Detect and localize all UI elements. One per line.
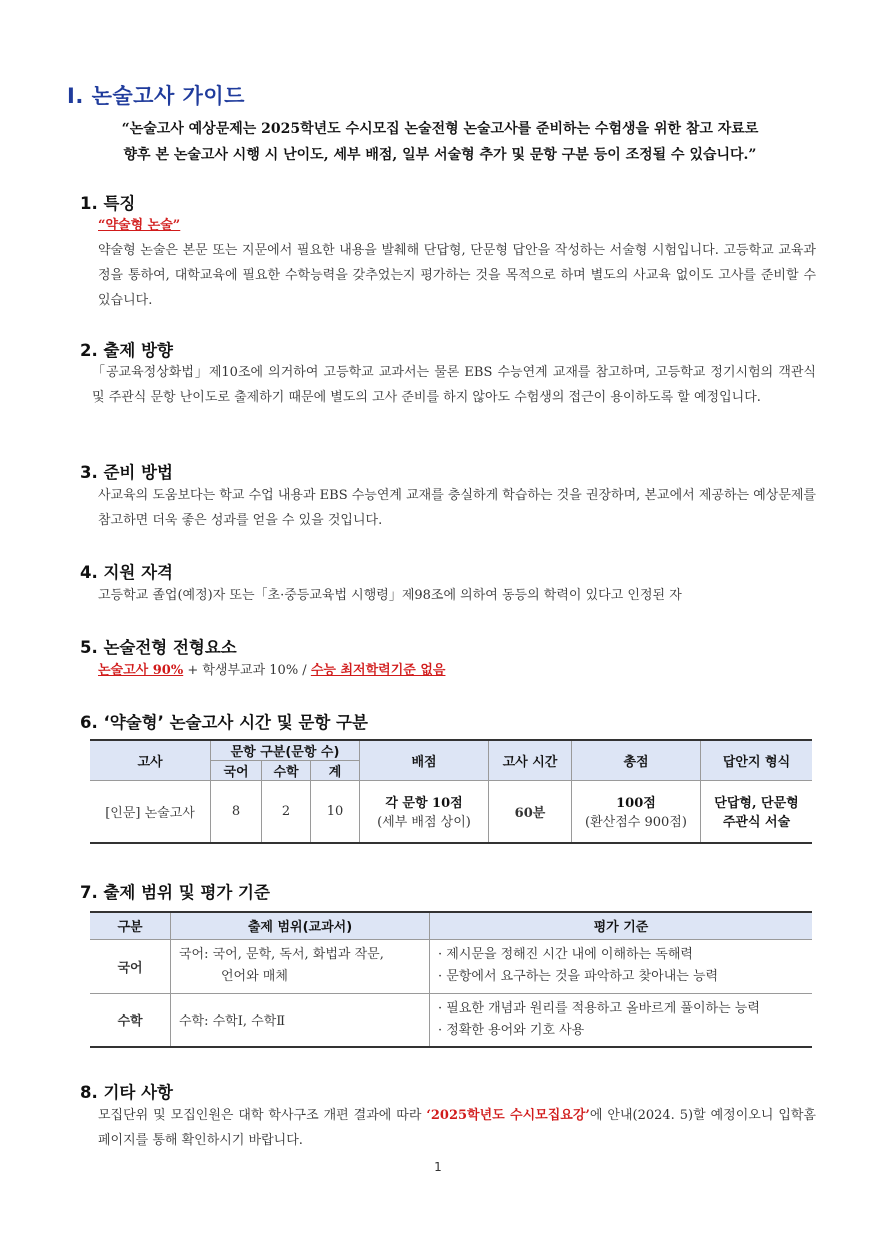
section-5-record-weight: + 학생부교과 10% /: [183, 663, 311, 678]
section-1-highlight: “약술형 논술”: [98, 218, 181, 233]
page-number: 1: [434, 1160, 442, 1174]
section-5-essay-weight: 논술고사 90%: [98, 663, 184, 678]
cell-score-line-2: (세부 배점 상이): [377, 815, 471, 831]
row-korean-scope: [171, 939, 430, 993]
row-math-category: 수학: [90, 993, 171, 1047]
section-8-text-2: 에 안내(2024. 5)할 예정이오니 입학홈페이지를 통해 확인하시기 바랍니다.: [98, 1108, 816, 1148]
section-5-title: 5. 논술전형 전형요소: [80, 638, 237, 657]
header-criteria: 평가 기준: [430, 912, 813, 939]
header-time: 고사 시간: [489, 740, 572, 781]
section-4-body: 고등학교 졸업(예정)자 또는「초·중등교육법 시행령」제98조에 의하여 동등의 학력이 있다고 인정된 자: [98, 588, 682, 603]
row-korean-criteria: [430, 939, 813, 993]
section-8-title: 8. 기타 사항: [80, 1083, 173, 1102]
section-2-body: 「공교육정상화법」제10조에 의거하여 고등학교 교과서는 물론 EBS 수능연계 교재를 참고하며, 고등학교 정기시험의 객관식 및 주관식 문항 난이도로 출제하기 때문에 별도의 고사 준비를 하지 않아도 수험생의 접근이 용이하도록 할 예정입니다.: [92, 365, 816, 405]
header-scope: 출제 범위(교과서): [171, 912, 430, 939]
cell-answer-type: [701, 781, 813, 843]
header-exam: 고사: [90, 740, 211, 781]
row-korean-criteria-line-2: · 문항에서 요구하는 것을 파악하고 찾아내는 능력: [438, 969, 719, 984]
chapter-title: Ⅰ. 논술고사 가이드: [67, 84, 245, 108]
header-answer-type: 답안지 형식: [701, 740, 813, 781]
header-korean: 국어: [211, 761, 262, 781]
cell-exam: [인문] 논술고사: [90, 781, 211, 843]
section-8-text-1: 모집단위 및 모집인원은 대학 학사구조 개편 결과에 따라: [98, 1108, 427, 1123]
section-1-text: 약술형 논술은 본문 또는 지문에서 필요한 내용을 발췌해 단답형, 단문형 답안을 작성하는 서술형 시험입니다. 고등학교 교육과정을 통하여, 대학교육에 필요한 수학능력을 갖추었는지 평가하는 것을 목적으로 하며 별도의 사교육 없이도 고사를 준비할 수 있습니다.: [98, 243, 816, 308]
cell-score-line-1: 각 문항 10점: [385, 796, 463, 812]
cell-answer-line-2: 주관식 서술: [722, 815, 791, 831]
section-2-title: 2. 출제 방향: [80, 341, 173, 360]
row-math-criteria-line-1: · 필요한 개념과 원리를 적용하고 올바르게 풀이하는 능력: [438, 1000, 760, 1016]
section-5-csat-minimum: 수능 최저학력기준 없음: [310, 663, 446, 678]
scope-criteria-table: [90, 911, 812, 1048]
section-8-body: [98, 1103, 816, 1153]
section-3-title: 3. 준비 방법: [80, 463, 173, 482]
section-4-title: 4. 지원 자격: [80, 563, 173, 582]
exam-time-table: [90, 739, 812, 844]
intro-notice: [60, 116, 820, 168]
row-korean-criteria-line-1: · 제시문을 정해진 시간 내에 이해하는 독해력: [438, 947, 693, 962]
intro-line-2: 향후 본 논술고사 시행 시 난이도, 세부 배점, 일부 서술형 추가 및 문항 구분 등이 조정될 수 있습니다.”: [123, 147, 757, 163]
header-score: 배점: [360, 740, 489, 781]
section-5-body: [98, 658, 816, 683]
cell-time: 60분: [489, 781, 572, 843]
row-korean-scope-line-2: 언어와 매체: [221, 969, 288, 984]
section-1-title: 1. 특징: [80, 194, 136, 213]
intro-line-1: “논술고사 예상문제는 2025학년도 수시모집 논술전형 논술고사를 준비하는 수험생을 위한 참고 자료로: [121, 121, 759, 137]
section-1-body: [98, 213, 816, 313]
cell-total-score: [572, 781, 701, 843]
header-total-score: 총점: [572, 740, 701, 781]
row-korean-category: 국어: [90, 939, 171, 993]
cell-math: 2: [262, 781, 311, 843]
header-category: 구분: [90, 912, 171, 939]
cell-total-count: 10: [311, 781, 360, 843]
row-math-criteria: [430, 993, 813, 1047]
row-math-scope: 수학: 수학Ⅰ, 수학Ⅱ: [171, 993, 430, 1047]
section-3-body: 사교육의 도움보다는 학교 수업 내용과 EBS 수능연계 교재를 충실하게 학습하는 것을 권장하며, 본교에서 제공하는 예상문제를 참고하면 더욱 좋은 성과를 얻을 수 있을 것입니다.: [98, 488, 816, 528]
cell-score: [360, 781, 489, 843]
cell-answer-line-1: 단답형, 단문형: [714, 796, 799, 812]
header-math: 수학: [262, 761, 311, 781]
cell-korean: 8: [211, 781, 262, 843]
header-item-split: 문항 구분(문항 수): [211, 740, 360, 761]
cell-total-line-2: (환산점수 900점): [585, 815, 687, 831]
cell-total-line-1: 100점: [616, 796, 656, 812]
header-total-count: 계: [311, 761, 360, 781]
section-6-title: 6. ‘약술형’ 논술고사 시간 및 문항 구분: [80, 713, 368, 732]
section-8-highlight: ‘2025학년도 수시모집요강’: [426, 1108, 590, 1123]
row-math-criteria-line-2: · 정확한 용어와 기호 사용: [438, 1022, 585, 1038]
row-korean-scope-line-1: 국어: 국어, 문학, 독서, 화법과 작문,: [179, 947, 384, 962]
section-7-title: 7. 출제 범위 및 평가 기준: [80, 883, 270, 902]
